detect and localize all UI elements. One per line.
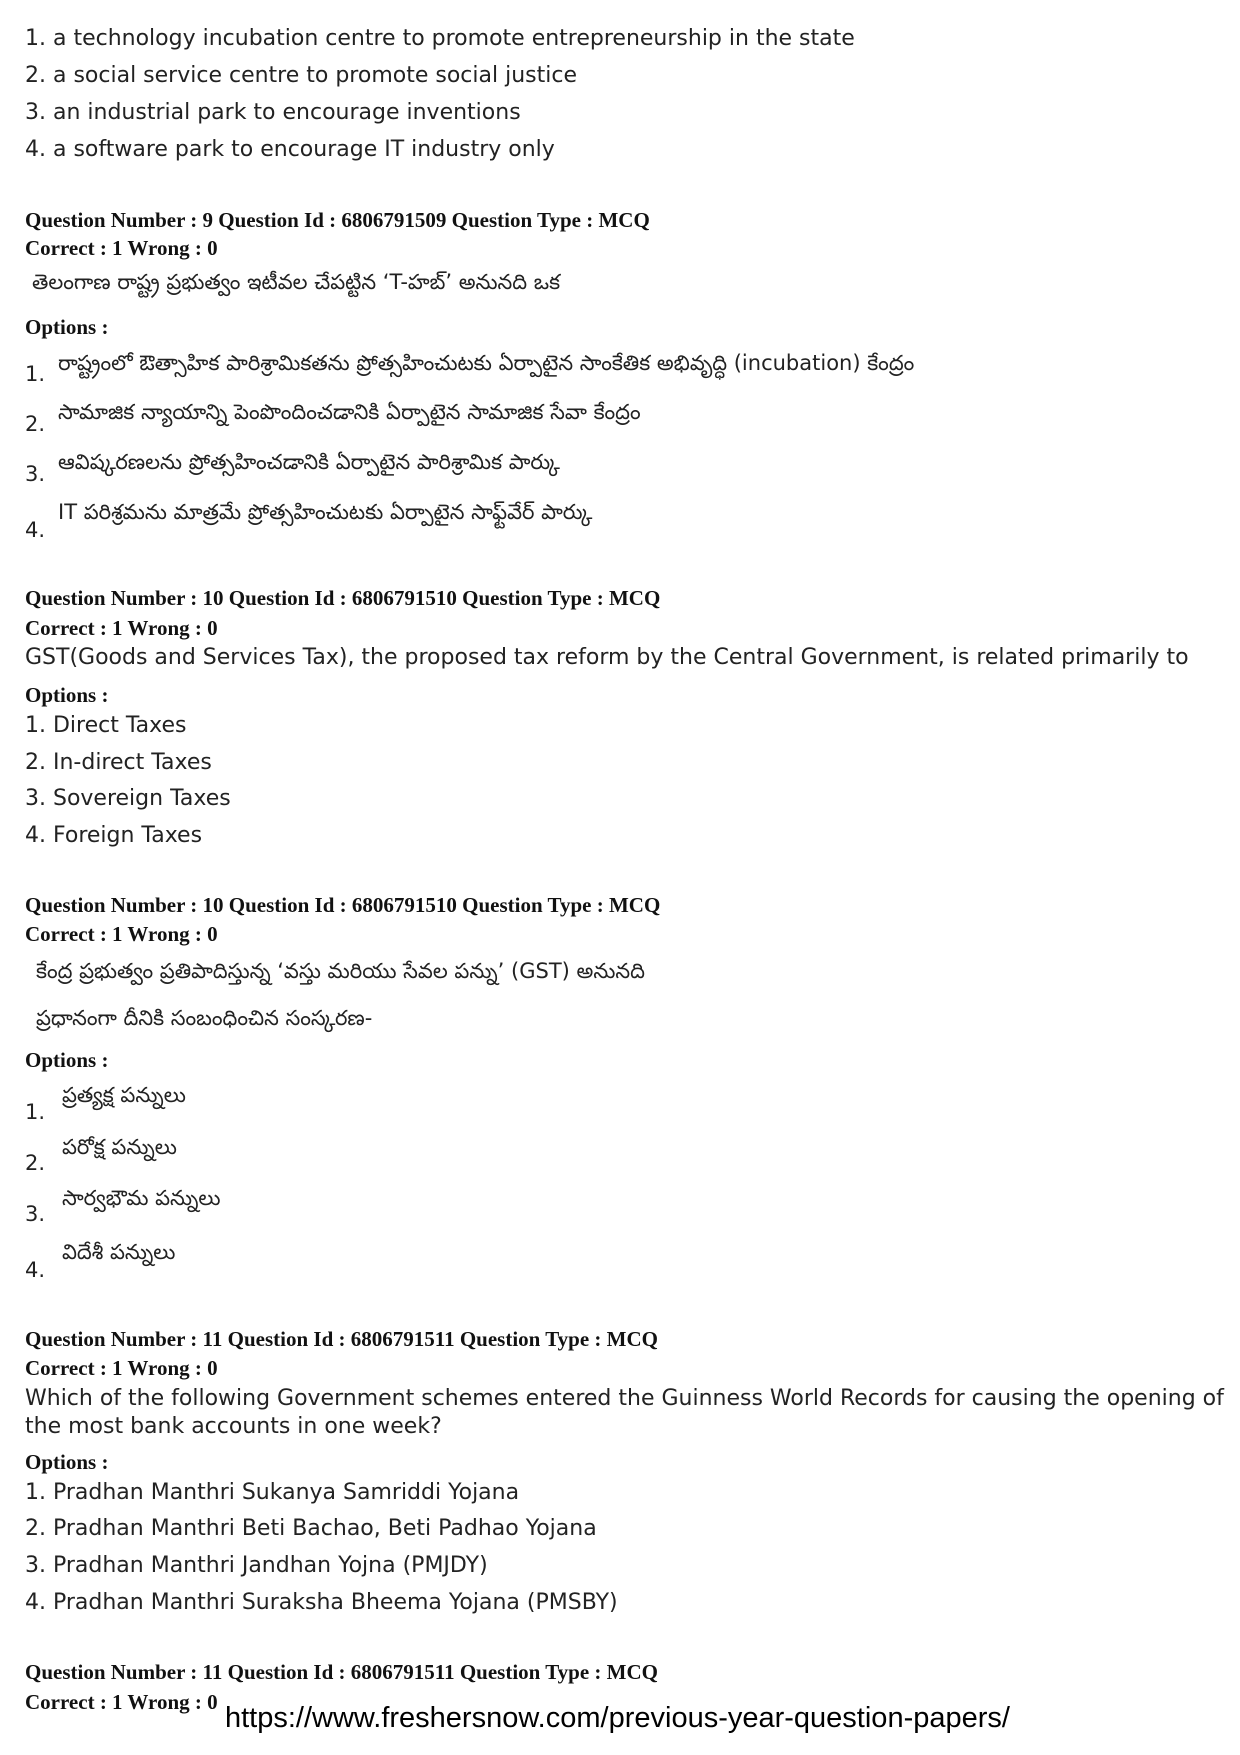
question-text: the most bank accounts in one week? xyxy=(25,1414,442,1439)
options-label: Options : xyxy=(25,1048,109,1072)
question-header: Question Number : 9 Question Id : 6806791509 Question Type : MCQ xyxy=(25,208,650,232)
option: 2. Pradhan Manthri Beti Bachao, Beti Padhao Yojana xyxy=(25,1516,597,1541)
question-header: Question Number : 11 Question Id : 6806791511 Question Type : MCQ xyxy=(25,1327,658,1351)
option-number: 4. xyxy=(25,1258,46,1282)
option: ఆవిష్కరణలను ప్రోత్సహించడానికి ఏర్పాటైన పారిశ్రామిక పార్కు xyxy=(58,450,560,474)
options-label: Options : xyxy=(25,315,109,339)
option: 3. an industrial park to encourage inventions xyxy=(25,100,521,125)
option: IT పరిశ్రమను మాత్రమే ప్రోత్సహించుటకు ఏర్పాటైన సాఫ్ట్‌వేర్ పార్కు xyxy=(58,500,593,524)
option: ప్రత్యక్ష పన్నులు xyxy=(62,1083,186,1107)
options-label: Options : xyxy=(25,683,109,707)
option: 4. Pradhan Manthri Suraksha Bheema Yojana (PMSBY) xyxy=(25,1590,618,1615)
option: 4. Foreign Taxes xyxy=(25,823,203,848)
option: 3. Pradhan Manthri Jandhan Yojna (PMJDY) xyxy=(25,1553,488,1578)
option-number: 3. xyxy=(25,1202,46,1226)
option-number: 3. xyxy=(25,462,46,486)
question-score: Correct : 1 Wrong : 0 xyxy=(25,1690,218,1714)
question-text: కేంద్ర ప్రభుత్వం ప్రతిపాదిస్తున్న ‘వస్తు మరియు సేవల పన్ను’ (GST) అనునది xyxy=(36,959,645,983)
question-text: ప్రధానంగా దీనికి సంబంధించిన సంస్కరణ- xyxy=(36,1006,373,1030)
option-number: 4. xyxy=(25,518,46,542)
option-number: 2. xyxy=(25,1151,46,1175)
option: పరోక్ష పన్నులు xyxy=(62,1135,177,1159)
question-text: తెలంగాణ రాష్ట్ర ప్రభుత్వం ఇటీవల చేపట్టిన ‘T-హబ్’ అనునది ఒక xyxy=(32,270,561,294)
question-text: GST(Goods and Services Tax), the proposed tax reform by the Central Government, is related primarily to xyxy=(25,645,1189,670)
question-header: Question Number : 10 Question Id : 6806791510 Question Type : MCQ xyxy=(25,586,661,610)
option-number: 1. xyxy=(25,362,46,386)
footer-url-link[interactable]: https://www.freshersnow.com/previous-year-question-papers/ xyxy=(225,1702,1010,1734)
option: 1. Pradhan Manthri Sukanya Samriddi Yojana xyxy=(25,1480,520,1505)
option-number: 2. xyxy=(25,412,46,436)
option: రాష్ట్రంలో ఔత్సాహిక పారిశ్రామికతను ప్రోత్సహించుటకు ఏర్పాటైన సాంకేతిక అభివృద్ధి (incubation) కేంద్రం xyxy=(58,351,915,375)
question-score: Correct : 1 Wrong : 0 xyxy=(25,922,218,946)
option: విదేశీ పన్నులు xyxy=(62,1240,176,1264)
option: 2. In-direct Taxes xyxy=(25,750,212,775)
question-score: Correct : 1 Wrong : 0 xyxy=(25,1356,218,1380)
option: 3. Sovereign Taxes xyxy=(25,786,231,811)
question-header: Question Number : 11 Question Id : 6806791511 Question Type : MCQ xyxy=(25,1660,658,1684)
option: సార్వభౌమ పన్నులు xyxy=(62,1186,221,1210)
option: 2. a social service centre to promote social justice xyxy=(25,63,577,88)
option: సామాజిక న్యాయాన్ని పెంపొందించడానికి ఏర్పాటైన సామాజిక సేవా కేంద్రం xyxy=(58,400,641,424)
option: 1. a technology incubation centre to promote entrepreneurship in the state xyxy=(25,26,855,51)
question-score: Correct : 1 Wrong : 0 xyxy=(25,236,218,260)
option-number: 1. xyxy=(25,1100,46,1124)
option: 1. Direct Taxes xyxy=(25,713,187,738)
option: 4. a software park to encourage IT industry only xyxy=(25,137,555,162)
options-label: Options : xyxy=(25,1450,109,1474)
question-score: Correct : 1 Wrong : 0 xyxy=(25,616,218,640)
question-header: Question Number : 10 Question Id : 6806791510 Question Type : MCQ xyxy=(25,893,661,917)
question-text: Which of the following Government schemes entered the Guinness World Records for causing the opening of xyxy=(25,1386,1224,1411)
